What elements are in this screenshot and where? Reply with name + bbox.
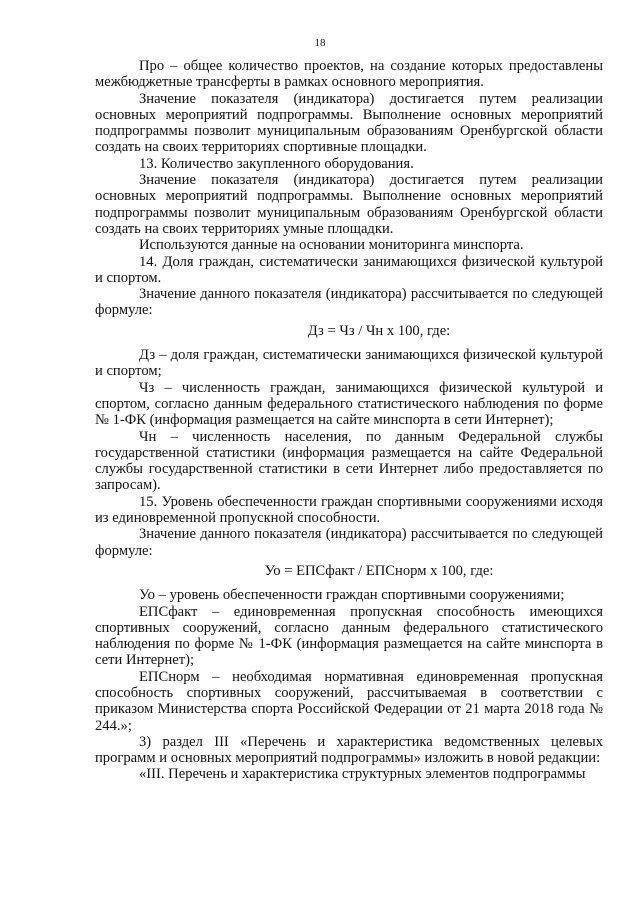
formula-dz: Дз = Чз / Чн х 100, где: xyxy=(307,322,451,339)
paragraph-dz-definition: Дз – доля граждан, систематически занимающихся физической культурой и спортом; xyxy=(95,347,603,380)
paragraph-indicator-achievement-smart-grounds: Значение показателя (индикатора) достигается путем реализации основных мероприятий подпрограммы. Выполнение основных мероприятий подпрограммы позволит муниципальным образованиям Оренбургской области создать на своих территориях умные площадки. xyxy=(95,172,603,237)
paragraph-item-13-heading: 13. Количество закупленного оборудования. xyxy=(139,155,414,172)
paragraph-pro-definition: Про – общее количество проектов, на создание которых предоставлены межбюджетные трансферты в рамках основного мероприятия. xyxy=(95,58,603,91)
formula-uo: Уо = ЕПСфакт / ЕПСнорм х 100, где: xyxy=(264,562,494,579)
paragraph-item-14-heading: 14. Доля граждан, систематически занимающихся физической культурой и спортом. xyxy=(95,253,603,286)
paragraph-section-3-title: «III. Перечень и характеристика структурных элементов подпрограммы xyxy=(139,766,586,783)
paragraph-formula-intro-15: Значение данного показателя (индикатора) рассчитывается по следующей формуле: xyxy=(95,526,603,559)
paragraph-formula-intro-14: Значение данного показателя (индикатора) рассчитывается по следующей формуле: xyxy=(95,286,603,319)
paragraph-section-3-amendment: 3) раздел III «Перечень и характеристика ведомственных целевых программ и основных мероприятий подпрограммы» изложить в новой редакции: xyxy=(95,733,603,767)
document-body xyxy=(95,58,603,783)
paragraph-eps-norm-definition: ЕПСнорм – необходимая нормативная единовременная пропускная способность спортивных сооружений, рассчитываемая в соответствии с приказом Министерства спорта Российской Федерации от 21 марта 2018 года № 244.»; xyxy=(95,668,603,734)
paragraph-chn-definition: Чн – численность населения, по данным Федеральной службы государственной статистики (информация размещается на сайте Федеральной службы государственной статистики в сети Интернет либо предоставляется по запросам). xyxy=(95,428,603,494)
paragraph-monitoring-data: Используются данные на основании мониторинга минспорта. xyxy=(139,237,524,254)
page-number: 18 xyxy=(314,37,326,49)
paragraph-uo-definition: Уо – уровень обеспеченности граждан спортивными сооружениями; xyxy=(139,587,565,604)
paragraph-chz-definition: Чз – численность граждан, занимающихся физической культурой и спортом, согласно данным федерального статистического наблюдения по форме № 1-ФК (информация размещается на сайте минспорта в сети Интернет); xyxy=(95,379,603,429)
paragraph-indicator-achievement-sport-grounds: Значение показателя (индикатора) достигается путем реализации основных мероприятий подпрограммы. Выполнение основных мероприятий подпрограммы позволит муниципальным образованиям Оренбургской области создать на своих территориях спортивные площадки. xyxy=(95,90,603,156)
paragraph-eps-fact-definition: ЕПСфакт – единовременная пропускная способность имеющихся спортивных сооружений, согласно данным федерального статистического наблюдения по форме № 1-ФК (информация размещается на сайте минспорта в сети Интернет); xyxy=(95,603,603,669)
paragraph-item-15-heading: 15. Уровень обеспеченности граждан спортивными сооружениями исходя из единовременной пропускной способности. xyxy=(95,493,603,527)
